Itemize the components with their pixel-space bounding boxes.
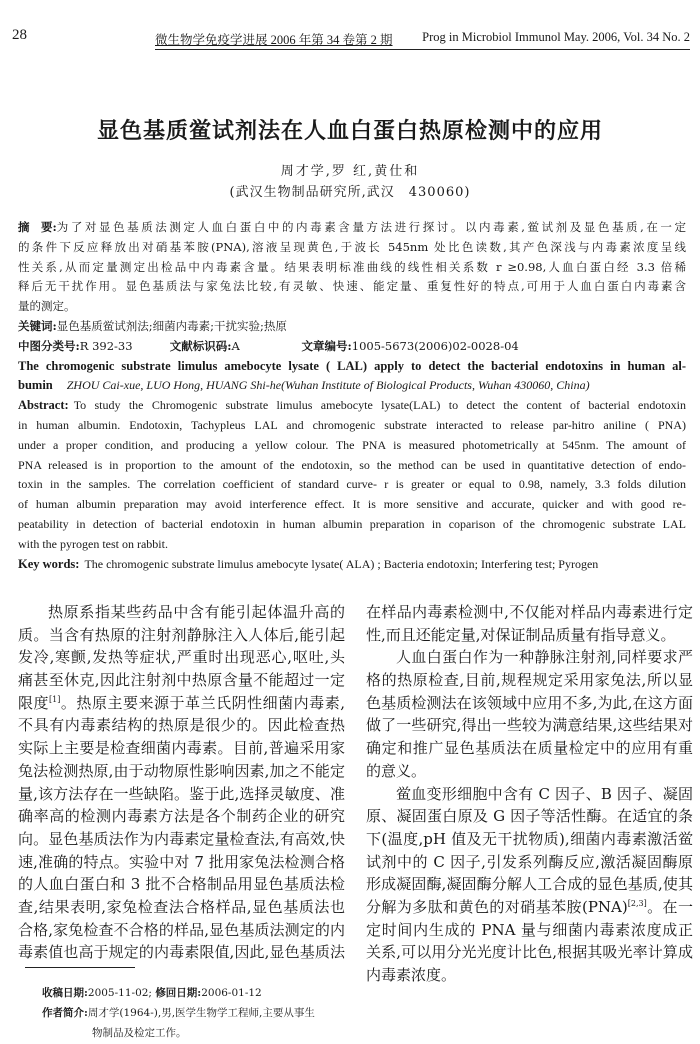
body-text (366, 692, 693, 715)
body-text (18, 737, 345, 760)
text-line (366, 737, 693, 760)
body-text (18, 669, 345, 692)
body-text-segment: 试剂中的 C 因子,引发系列酶反应,激活凝固酶原 (366, 852, 693, 871)
text-line (18, 396, 686, 416)
body-text-segment: 痛甚至休克,因此注射剂中热原含量不能超过一定 (18, 671, 345, 690)
body-text-segment: 兔法检测热原,由于动物原性影响因素,加之不能定 (18, 761, 345, 780)
body-text-segment: 下(温度,pH 值及无干扰物质),细菌内毒素激活鲎 (366, 829, 693, 848)
text-line (366, 805, 693, 828)
text-line (18, 646, 345, 669)
text-line (366, 851, 693, 874)
clc-label: 中图分类号: (18, 338, 80, 353)
text-line (18, 805, 345, 828)
body-text-segment: 速,准确的特点。实验中对 7 批用家兔法检测合格 (18, 852, 345, 871)
abstract-en (18, 396, 686, 554)
text-line (18, 737, 345, 760)
body-text (18, 646, 345, 669)
text-line (18, 896, 345, 919)
page-number: 28 (12, 27, 27, 43)
body-text-segment: 内毒素浓度。 (366, 966, 457, 984)
text-line (18, 941, 345, 964)
body-text (366, 828, 693, 851)
abstract-cn (18, 218, 686, 317)
text-line (18, 475, 686, 495)
clc-value: R 392-33 (79, 338, 133, 353)
body-text (18, 714, 345, 737)
body-text-segment: 的人血白蛋白和 3 批不合格制品用显色基质法检 (18, 875, 345, 894)
body-text-segment: 质。当含有热原的注射剂静脉注入人体后,能引起 (18, 625, 345, 644)
english-title-end: bumin (18, 378, 53, 393)
body-text-segment: 毒素值也高于规定的内毒素限值,因此,显色基质法 (18, 943, 345, 962)
body-text (366, 919, 693, 942)
english-byline (18, 376, 686, 396)
body-text (366, 964, 693, 987)
body-text-segment: 向。显色基质法作为内毒素定量检查法,有高效,快 (18, 829, 345, 848)
text-line (18, 416, 686, 436)
body-text (366, 714, 693, 737)
body-text (18, 851, 345, 874)
text-line (366, 964, 693, 987)
body-text (396, 646, 693, 669)
body-text (366, 941, 693, 964)
text-line (366, 669, 693, 692)
body-text (18, 783, 345, 806)
abstract-en-text: peatability in detection of bacterial endotoxin in human albumin preparation in coparison of the chromogenic substrate LAL (18, 516, 686, 531)
text-line (18, 714, 345, 737)
body-text (366, 601, 693, 624)
keywords-cn (18, 317, 686, 337)
keywords-en-value: The chromogenic substrate limulus amebocyte lysate( ALA) ; Bacteria endotoxin; Interfering test; Pyrogen (84, 556, 599, 571)
english-title-line (18, 357, 686, 377)
footnote-author (42, 1005, 315, 1020)
english-affiliation: (Wuhan Institute of Biological Products, Wuhan 430060, China) (281, 378, 590, 393)
body-text (396, 783, 693, 806)
text-line (366, 646, 693, 669)
abstract-en-text: To study the Chromogenic substrate limulus amebocyte lysate(LAL) to detect the content of bacterial endotoxin (73, 398, 686, 413)
body-text (366, 851, 693, 874)
abstract-cn-text: 量的测定。 (18, 299, 76, 314)
article-no-value: 1005-5673(2006)02-0028-04 (351, 338, 519, 353)
author-bio-line: 物制品及检定工作。 (92, 1027, 187, 1039)
journal-name-cn: 微生物学免疫学进展 2006 年第 34 卷第 2 期 (155, 33, 393, 47)
body-text-segment: 确率高的检测内毒素方法是各个制药企业的研究 (18, 807, 345, 826)
text-line (18, 783, 345, 806)
body-text-segment: 的意义。 (366, 761, 427, 780)
abstract-en-label: Abstract: (18, 398, 69, 413)
citation-reference[interactable]: [2,3] (627, 898, 647, 908)
text-line (18, 297, 686, 317)
text-line (366, 941, 693, 964)
body-text-segment: 做了一些研究,得出一些较为满意结果,这些结果对 (366, 716, 693, 735)
author-bio-line: 周才学(1964-),男,医学生物学工程师,主要从事生 (87, 1007, 315, 1019)
abstract-cn-label: 摘 要: (18, 220, 57, 234)
citation-reference[interactable]: [1] (49, 694, 61, 704)
body-text-segment: 。在一 (646, 897, 693, 916)
abstract-en-text: PNA released is in proportion to the amount of the endotoxin, so the method can be used in quantitative detection of endo- (18, 457, 686, 472)
text-line (366, 783, 693, 806)
body-text (366, 873, 693, 896)
abstract-cn-text: 为了对显色基质法测定人血白蛋白中的内毒素含量方法进行探讨。以内毒素,鲎试剂及显色基质,在一定 (56, 220, 686, 234)
text-line (18, 258, 686, 278)
doc-code-label: 文献标识码: (169, 338, 232, 353)
text-line (18, 277, 686, 297)
body-text (18, 828, 345, 851)
doc-code-value: A (231, 338, 240, 353)
text-line (366, 896, 693, 919)
body-text (18, 624, 345, 647)
revised-label: 修回日期: (155, 987, 202, 999)
keywords-cn-label: 关键词: (18, 318, 57, 333)
article-title: 显色基质鲎试剂法在人血白蛋白热原检测中的应用 (96, 118, 603, 144)
text-line (18, 535, 686, 555)
body-text (18, 760, 345, 783)
body-text-segment: 鲎血变形细胞中含有 C 因子、B 因子、凝固 (396, 784, 693, 803)
text-line (18, 692, 345, 715)
body-text (18, 692, 345, 715)
text-line (18, 238, 686, 258)
article-no-label: 文章编号: (301, 338, 352, 353)
text-line (18, 436, 686, 456)
text-line (18, 456, 686, 476)
body-text (366, 737, 693, 760)
text-line (18, 624, 345, 647)
text-line (18, 919, 345, 942)
text-line (366, 873, 693, 896)
body-text-segment: 查,结果表明,家兔检查法合格样品,显色基质法也 (18, 897, 345, 916)
abstract-cn-text: 释后无干扰作用。显色基质法与家兔法比较,有灵敏、快速、能定量、重复性好的特点,可用于人血白蛋白内毒素含 (18, 279, 686, 294)
body-text (18, 805, 345, 828)
body-text (48, 601, 345, 624)
body-text-segment: 合格,家兔检查不合格的样品,显色基质法测定的内 (18, 920, 345, 939)
running-header (155, 30, 690, 50)
body-text (366, 896, 693, 919)
author-bio-label: 作者简介: (42, 1007, 88, 1019)
abstract-en-text: toxin in the samples. The correlation coefficient of standard curve- r is greater or equal to 0.98, namely, 3.3 folds dilution (18, 477, 686, 492)
revised-date: 2006-01-12 (201, 987, 262, 999)
body-text-segment: 限度 (18, 693, 50, 712)
text-line (18, 495, 686, 515)
text-line (18, 828, 345, 851)
body-text-segment: 原、凝固蛋白原及 G 因子等活性酶。在适宜的条 (366, 807, 693, 826)
body-text (18, 919, 345, 942)
body-text-segment: 定时间内生成的 PNA 量与细菌内毒素浓度成正 (366, 920, 693, 939)
body-column-left (18, 601, 345, 964)
text-line (366, 624, 693, 647)
affiliation: (武汉生物制品研究所,武汉 430060) (229, 185, 471, 200)
abstract-cn-text: 性关系,从而定量测定出检品中内毒素含量。结果表明标准曲线的线性相关系数 r ≥0.98,人血白蛋白经 3.3 倍稀 (18, 259, 686, 274)
body-text-segment: 发冷,寒颤,发热等症状,严重时出现恶心,呕吐,头 (18, 648, 345, 667)
text-line (18, 851, 345, 874)
authors: 周才学,罗 红,黄仕和 (280, 164, 420, 179)
journal-name-en: Prog in Microbiol Immunol May. 2006, Vol. 34 No. 2 (422, 30, 690, 44)
classification-line (18, 337, 686, 357)
text-line (366, 692, 693, 715)
abstract-en-text: in human albumin. Endotoxin, Tachypleus LAL and chromogenic substrate interacted to release par-hitro aniline ( PNA) (18, 417, 686, 432)
text-line (18, 601, 345, 624)
body-text (366, 669, 693, 692)
received-label: 收稿日期: (42, 987, 88, 999)
keywords-cn-value: 显色基质鲎试剂法;细菌内毒素;干扰实验;热原 (56, 318, 287, 333)
text-line (366, 919, 693, 942)
text-line (18, 873, 345, 896)
body-text-segment: 人血白蛋白作为一种静脉注射剂,同样要求严 (396, 648, 693, 667)
text-line (18, 515, 686, 535)
footnote-rule (25, 967, 135, 968)
text-line (18, 760, 345, 783)
body-column-right (366, 601, 693, 987)
received-date: 2005-11-02; (87, 987, 152, 999)
text-line (366, 714, 693, 737)
body-text (366, 624, 693, 647)
english-title: The chromogenic substrate limulus amebocyte lysate ( LAL) apply to detect the bacterial endotoxins in human al- (18, 358, 686, 373)
keywords-en (18, 555, 686, 575)
keywords-en-label: Key words: (18, 556, 80, 571)
text-line (18, 218, 686, 238)
footnote-dates (42, 985, 262, 1000)
body-text (18, 896, 345, 919)
body-text-segment: 。热原主要来源于革兰氏阴性细菌内毒素, (60, 693, 345, 712)
body-text (366, 760, 693, 783)
abstract-en-text: under a proper condition, and producing a yellow colour. The PNA is measured photometrically at 545nm. The amount of (18, 437, 686, 452)
body-text (18, 873, 345, 896)
text-line (18, 669, 345, 692)
body-text-segment: 确定和推广显色基质法在质量检定中的应用有重 (366, 739, 693, 758)
body-text-segment: 分解为多肽和黄色的对硝基苯胺(PNA) (366, 897, 628, 916)
english-authors: ZHOU Cai-xue, LUO Hong, HUANG Shi-he (66, 378, 282, 393)
body-text-segment: 实际上主要是检查细菌内毒素。目前,普遍采用家 (18, 739, 345, 758)
text-line (366, 601, 693, 624)
body-text-segment: 性,而且还能定量,对保证制品质量有指导意义。 (366, 625, 676, 644)
body-text-segment: 不具有内毒素结构的热原是很少的。因此检查热 (18, 716, 345, 735)
text-line (366, 828, 693, 851)
body-text-segment: 格的热原检查,目前,规程规定采用家兔法,所以显 (366, 671, 693, 690)
abstract-cn-text: 的条件下反应释放出对硝基苯胺(PNA),溶液呈现黄色,于波长 545nm 处比色读数,其产色深浅与内毒素浓度呈线 (18, 239, 686, 254)
body-text-segment: 在样品内毒素检测中,不仅能对样品内毒素进行定 (366, 603, 693, 621)
abstract-en-text: with the pyrogen test on rabbit. (18, 536, 168, 551)
body-text-segment: 热原系指某些药品中含有能引起体温升高的 (48, 603, 345, 621)
body-text (18, 941, 345, 964)
front-matter (18, 218, 686, 574)
abstract-en-text: of human albumin preparation may avoid interference effect. It is more sensitive and accurate, quicker and with good re- (18, 497, 686, 512)
text-line (366, 760, 693, 783)
body-text (366, 805, 693, 828)
body-text-segment: 色基质检测法在该领域中应用不多,为此,在这方面 (366, 693, 693, 712)
body-text-segment: 形成凝固酶,凝固酶分解人工合成的显色基质,使其 (366, 875, 693, 894)
body-text-segment: 量,该方法存在一些缺陷。鉴于此,选择灵敏度、准 (18, 784, 345, 803)
body-text-segment: 关系,可以用分光光度计比色,根据其吸光率计算成 (366, 943, 693, 962)
